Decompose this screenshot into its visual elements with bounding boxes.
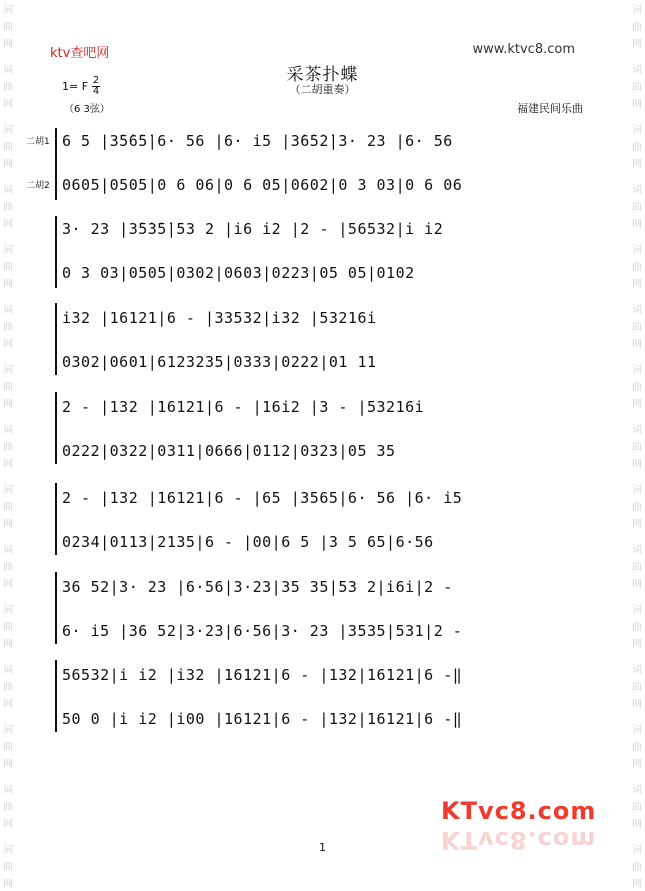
side-watermark: 词 曲 网 — [632, 245, 642, 290]
side-watermark: 词 曲 网 — [632, 845, 642, 890]
system-bracket — [55, 303, 60, 375]
side-watermark: 词 曲 网 — [3, 245, 13, 290]
part-label-erhu1: 二胡1 — [26, 137, 50, 147]
score-system — [55, 660, 590, 732]
side-watermark: 词 曲 网 — [632, 185, 642, 230]
side-watermark: 词 曲 网 — [3, 5, 13, 50]
staff-erhu1: 6 5 |3̇5̇6̇5̇|6· 56 |6· i5 |3̇6̇5̇2̇|3· 23 |6· 56 — [62, 132, 453, 150]
side-watermark: 词 曲 网 — [3, 365, 13, 410]
side-watermark: 词 曲 网 — [3, 65, 13, 110]
staff-erhu2: 50 0 |i i2 |i00 |16121|6 - |132|16121|6 -‖ — [62, 710, 463, 728]
system-bracket — [55, 128, 60, 200]
staff-erhu1: 36 52|3· 23 |6·56|3·23|35 35|53 2|i6i|2 - — [62, 578, 453, 596]
side-watermark: 词 曲 网 — [3, 485, 13, 530]
system-bracket — [55, 572, 60, 644]
score-system — [55, 572, 590, 644]
side-watermark: 词 曲 网 — [3, 425, 13, 470]
side-watermark: 词 曲 网 — [3, 125, 13, 170]
page-number: 1 — [319, 841, 326, 854]
side-watermark: 词 曲 网 — [632, 485, 642, 530]
score-system — [55, 392, 590, 464]
ktvc8-logo: KTvc8.com — [441, 797, 597, 825]
system-bracket — [55, 216, 60, 288]
song-title: 采茶扑蝶 — [286, 65, 359, 85]
side-watermark: 词 曲 网 — [3, 725, 13, 770]
staff-erhu1: i32 |16121|6 - |33532|i32 |53216i — [62, 309, 377, 327]
side-watermark: 词 曲 网 — [632, 665, 642, 710]
meter-bottom: 4 — [92, 86, 100, 97]
staff-erhu1: 2 - |132 |16121|6 - |16i2 |3 - |53216i — [62, 398, 425, 416]
staff-erhu2: 0302|0601|6123235|0333|0222|01 11 — [62, 353, 377, 371]
staff-erhu2: 6· i5 |36 52|3·23|6·56|3· 23 |3535|531|2 - — [62, 622, 463, 640]
side-watermark: 词 曲 网 — [632, 605, 642, 650]
ktvc8-logo-reflection: KTvc8.com — [441, 826, 597, 854]
side-watermark: 词 曲 网 — [632, 545, 642, 590]
system-bracket — [55, 392, 60, 464]
song-subtitle: （二胡重奏） — [289, 83, 356, 96]
meter-top: 2 — [92, 75, 100, 86]
side-watermark: 词 曲 网 — [632, 305, 642, 350]
score-system — [55, 303, 590, 375]
staff-erhu2: 0605|0505|0 6 06|0 6 05|0602|0 3 03|0 6 06 — [62, 176, 463, 194]
side-watermark: 词 曲 网 — [632, 785, 642, 830]
composer-credit: 福建民间乐曲 — [517, 102, 583, 115]
score-system — [55, 216, 590, 288]
side-watermark: 词 曲 网 — [632, 365, 642, 410]
staff-erhu2: 0234|0113|2135|6 - |00|6 5 |3 5 65|6·56 — [62, 533, 434, 551]
time-signature — [91, 76, 101, 97]
staff-erhu1: 3· 23 |3̇5̇3̇5̇|53 2 |i6 i2 |2 - |56532|i i2 — [62, 220, 444, 238]
string-tuning: （6 3弦） — [64, 104, 110, 115]
side-watermark: 词 曲 网 — [3, 605, 13, 650]
side-watermark: 词 曲 网 — [3, 665, 13, 710]
side-watermark: 词 曲 网 — [3, 845, 13, 890]
staff-erhu2: 0 3 03|0505|0302|0603|0223|05 05|0102 — [62, 264, 415, 282]
side-watermark: 词 曲 网 — [3, 305, 13, 350]
part-label-erhu2: 二胡2 — [26, 181, 50, 191]
score-system — [55, 483, 590, 555]
side-watermark: 词 曲 网 — [3, 785, 13, 830]
side-watermark: 词 曲 网 — [632, 125, 642, 170]
staff-erhu2: 0222|0322|0311|0666|0112|0323|05 35 — [62, 442, 396, 460]
side-watermark: 词 曲 网 — [632, 65, 642, 110]
staff-erhu1: 56532|i i2 |i32 |16121|6 - |132|16121|6 -‖ — [62, 666, 463, 684]
right-watermark-strip — [629, 0, 645, 891]
site-url-right[interactable]: www.ktvc8.com — [472, 42, 575, 57]
side-watermark: 词 曲 网 — [3, 545, 13, 590]
site-name-left[interactable]: ktv查吧网 — [50, 46, 110, 61]
key-signature: 1= F — [62, 80, 89, 93]
system-bracket — [55, 483, 60, 555]
side-watermark: 词 曲 网 — [632, 425, 642, 470]
staff-erhu1: 2 - |132 |16121|6 - |65 |3565|6· 56 |6· i5 — [62, 489, 463, 507]
side-watermark: 词 曲 网 — [3, 185, 13, 230]
side-watermark: 词 曲 网 — [632, 5, 642, 50]
system-bracket — [55, 660, 60, 732]
score-system — [55, 128, 590, 200]
side-watermark: 词 曲 网 — [632, 725, 642, 770]
left-watermark-strip — [0, 0, 16, 891]
